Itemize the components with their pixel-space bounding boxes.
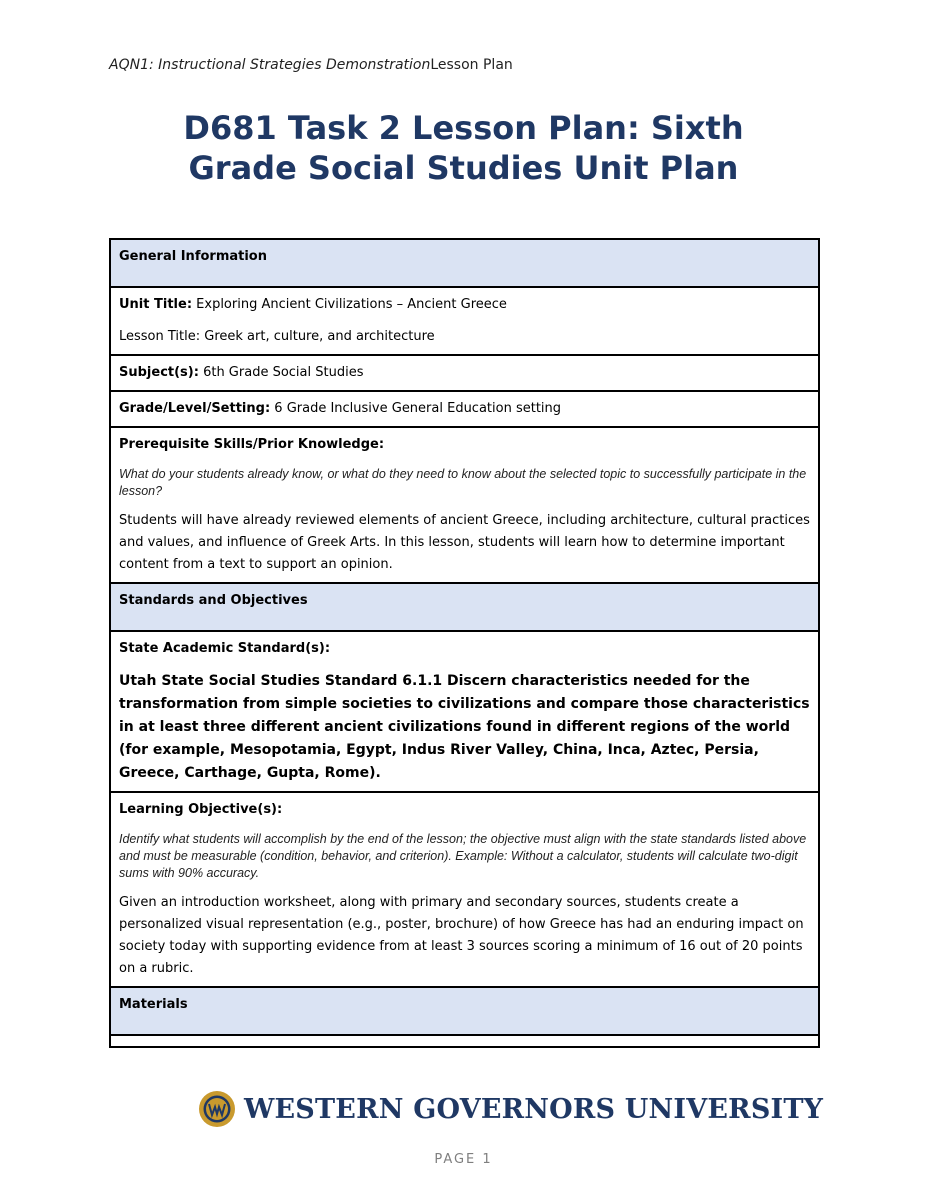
title-line-2: Grade Social Studies Unit Plan xyxy=(188,149,739,187)
lesson-title: Lesson Title: Greek art, culture, and architecture xyxy=(119,329,435,344)
section-general-heading: General Information xyxy=(110,239,819,287)
wgu-logo xyxy=(198,1090,823,1128)
page-title xyxy=(0,108,927,188)
prerequisite-label: Prerequisite Skills/Prior Knowledge: xyxy=(119,437,385,452)
title-line-1: D681 Task 2 Lesson Plan: Sixth xyxy=(183,109,744,147)
section-materials-heading: Materials xyxy=(110,987,819,1035)
subject-label: Subject(s): xyxy=(119,365,199,380)
prerequisite-text: Students will have already reviewed elements of ancient Greece, including architecture, cultural practices and values, and influence of Greek Arts. In this lesson, students will learn how to determine important content from a text to support an opinion. xyxy=(119,513,810,572)
subject-cell xyxy=(110,355,819,391)
lesson-plan-table xyxy=(109,238,820,1048)
state-standard-text: Utah State Social Studies Standard 6.1.1 Discern characteristics needed for the transformation from simple societies to civilizations and compare those characteristics in at least three different ancient civilizations found in different regions of the world (for example, Mesopotamia, Egypt, Indus River Valley, China, Inca, Aztec, Persia, Greece, Carthage, Gupta, Rome). xyxy=(119,673,810,781)
prerequisite-prompt: What do your students already know, or what do they need to know about the selected topic to successfully participate in the lesson? xyxy=(119,467,807,498)
learning-objective-label: Learning Objective(s): xyxy=(119,802,283,817)
grade-value: 6 Grade Inclusive General Education setting xyxy=(270,401,562,416)
header-course: AQN1: Instructional Strategies Demonstration xyxy=(109,57,431,73)
grade-cell xyxy=(110,391,819,427)
unit-title-value: Exploring Ancient Civilizations – Ancient Greece xyxy=(192,297,507,312)
unit-title-label: Unit Title: xyxy=(119,297,193,312)
wgu-logo-text: WESTERN GOVERNORS UNIVERSITY xyxy=(244,1093,824,1125)
grade-label: Grade/Level/Setting: xyxy=(119,401,271,416)
learning-objective-text: Given an introduction worksheet, along with primary and secondary sources, students create a personalized visual representation (e.g., poster, brochure) of how Greece has had an enduring impact on society today with supporting evidence from at least 3 sources scoring a minimum of 16 out of 20 points on a rubric. xyxy=(119,895,804,976)
prerequisite-cell xyxy=(110,427,819,583)
header-doc-type: Lesson Plan xyxy=(430,57,513,73)
page-number: PAGE 1 xyxy=(434,1152,493,1167)
state-standard-label: State Academic Standard(s): xyxy=(119,641,331,656)
wgu-seal-icon xyxy=(198,1090,236,1128)
unit-title-row xyxy=(119,294,810,316)
learning-objective-cell xyxy=(110,792,819,987)
state-standard-cell xyxy=(110,631,819,792)
section-standards-heading: Standards and Objectives xyxy=(110,583,819,631)
subject-value: 6th Grade Social Studies xyxy=(198,365,364,380)
learning-objective-prompt: Identify what students will accomplish by the end of the lesson; the objective must align with the state standards listed above and must be measurable (condition, behavior, and criterion). Example: Without a calculator, students will calculate two-digit sums with 90% accuracy. xyxy=(119,832,807,880)
running-header xyxy=(109,57,513,73)
unit-lesson-cell xyxy=(110,287,819,355)
materials-content-cell xyxy=(110,1035,819,1047)
